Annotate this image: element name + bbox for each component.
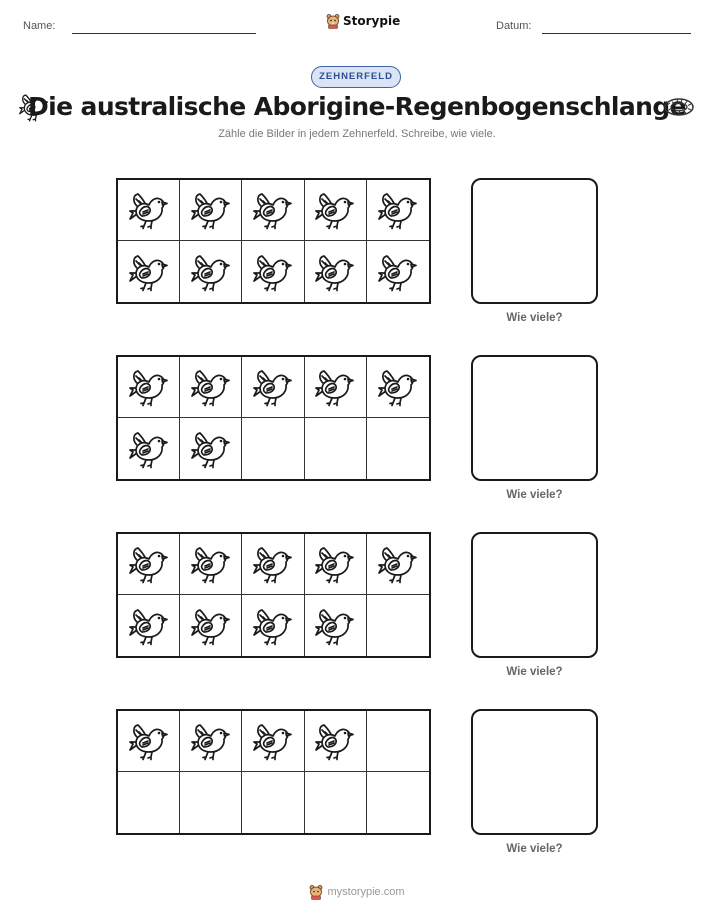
- ten-frame-cell: [305, 772, 367, 833]
- ten-frame-cell: [367, 534, 429, 595]
- ten-frame-cell: [118, 595, 180, 656]
- bird-icon: [129, 544, 169, 584]
- ten-frame-cell: [305, 534, 367, 595]
- bird-icon: [191, 544, 231, 584]
- ten-frame-cell: [242, 772, 304, 833]
- ten-frame-cell: [367, 772, 429, 833]
- ten-frame-cell: [367, 357, 429, 418]
- bird-icon: [378, 190, 418, 230]
- bird-icon: [253, 190, 293, 230]
- ten-frame-cell: [180, 772, 242, 833]
- page-title: Die australische Aborigine-Regenbogenschlange: [27, 92, 687, 121]
- storypie-logo-icon: [309, 884, 323, 900]
- ten-frame-cell: [180, 595, 242, 656]
- bird-icon: [378, 544, 418, 584]
- ten-frame-cell: [118, 772, 180, 833]
- ten-frame-cell: [305, 180, 367, 241]
- bird-icon: [191, 190, 231, 230]
- ten-frame-cell: [180, 357, 242, 418]
- footer-url: mystorypie.com: [327, 886, 405, 898]
- ten-frame-cell: [180, 241, 242, 302]
- ten-frame: [116, 709, 431, 835]
- ten-frame-cell: [118, 711, 180, 772]
- ten-frame-cell: [367, 180, 429, 241]
- title-row: [0, 90, 714, 128]
- ten-frame: [116, 178, 431, 304]
- bird-icon: [191, 252, 231, 292]
- ten-frame-cell: [242, 534, 304, 595]
- bird-icon: [253, 606, 293, 646]
- ten-frame-cell: [242, 711, 304, 772]
- ten-frame-cell: [367, 241, 429, 302]
- ten-frame-cell: [118, 534, 180, 595]
- bird-icon: [191, 429, 231, 469]
- bird-icon: [315, 252, 355, 292]
- ring-icon: [663, 96, 695, 123]
- brand-logo: [326, 13, 400, 29]
- page-footer: [0, 884, 714, 900]
- ten-frame-cell: [242, 595, 304, 656]
- answer-box[interactable]: [471, 355, 598, 481]
- bird-icon: [191, 606, 231, 646]
- ten-frame-cell: [305, 357, 367, 418]
- worksheet-type-badge: ZEHNERFELD: [311, 66, 401, 88]
- answer-label: Wie viele?: [506, 489, 563, 501]
- answer-label: Wie viele?: [506, 666, 563, 678]
- date-label: Datum:: [496, 20, 532, 32]
- ten-frame-cell: [367, 595, 429, 656]
- bird-icon: [315, 544, 355, 584]
- brand-name: Storypie: [343, 14, 401, 28]
- ten-frame-cell: [118, 418, 180, 479]
- ten-frame-cell: [242, 241, 304, 302]
- ten-frame: [116, 532, 431, 658]
- bird-icon: [129, 721, 169, 761]
- answer-label: Wie viele?: [506, 312, 563, 324]
- bird-icon: [129, 429, 169, 469]
- ten-frame-cell: [242, 357, 304, 418]
- bird-icon: [315, 367, 355, 407]
- ten-frame-cell: [305, 418, 367, 479]
- bird-icon: [253, 367, 293, 407]
- page-header: [0, 0, 714, 50]
- bird-icon: [129, 606, 169, 646]
- answer-label: Wie viele?: [506, 843, 563, 855]
- date-line[interactable]: [542, 33, 691, 34]
- ten-frame-cell: [305, 595, 367, 656]
- bird-icon: [129, 252, 169, 292]
- ten-frame-cell: [367, 418, 429, 479]
- ten-frame-cell: [180, 711, 242, 772]
- ten-frame-cell: [367, 711, 429, 772]
- name-label: Name:: [23, 20, 56, 32]
- ten-frame-cell: [118, 241, 180, 302]
- answer-box[interactable]: [471, 709, 598, 835]
- ten-frame-cell: [180, 418, 242, 479]
- bird-icon: [253, 721, 293, 761]
- bird-icon: [378, 252, 418, 292]
- bird-icon: [315, 606, 355, 646]
- bird-icon: [129, 367, 169, 407]
- ten-frame-cell: [242, 418, 304, 479]
- bird-icon: [191, 721, 231, 761]
- bird-icon: [378, 367, 418, 407]
- ten-frame-cell: [118, 180, 180, 241]
- instructions: Zähle die Bilder in jedem Zehnerfeld. Schreibe, wie viele.: [218, 128, 496, 140]
- bird-icon: [253, 252, 293, 292]
- ten-frame-cell: [305, 241, 367, 302]
- bird-icon: [253, 544, 293, 584]
- storypie-logo-icon: [326, 13, 340, 29]
- ten-frame-cell: [305, 711, 367, 772]
- name-line[interactable]: [72, 33, 256, 34]
- ten-frame-cell: [180, 534, 242, 595]
- ten-frame-cell: [242, 180, 304, 241]
- bird-icon: [129, 190, 169, 230]
- ten-frame-cell: [118, 357, 180, 418]
- bird-icon: [315, 190, 355, 230]
- answer-box[interactable]: [471, 532, 598, 658]
- ten-frame: [116, 355, 431, 481]
- bird-icon: [315, 721, 355, 761]
- answer-box[interactable]: [471, 178, 598, 304]
- bird-icon: [191, 367, 231, 407]
- ten-frame-cell: [180, 180, 242, 241]
